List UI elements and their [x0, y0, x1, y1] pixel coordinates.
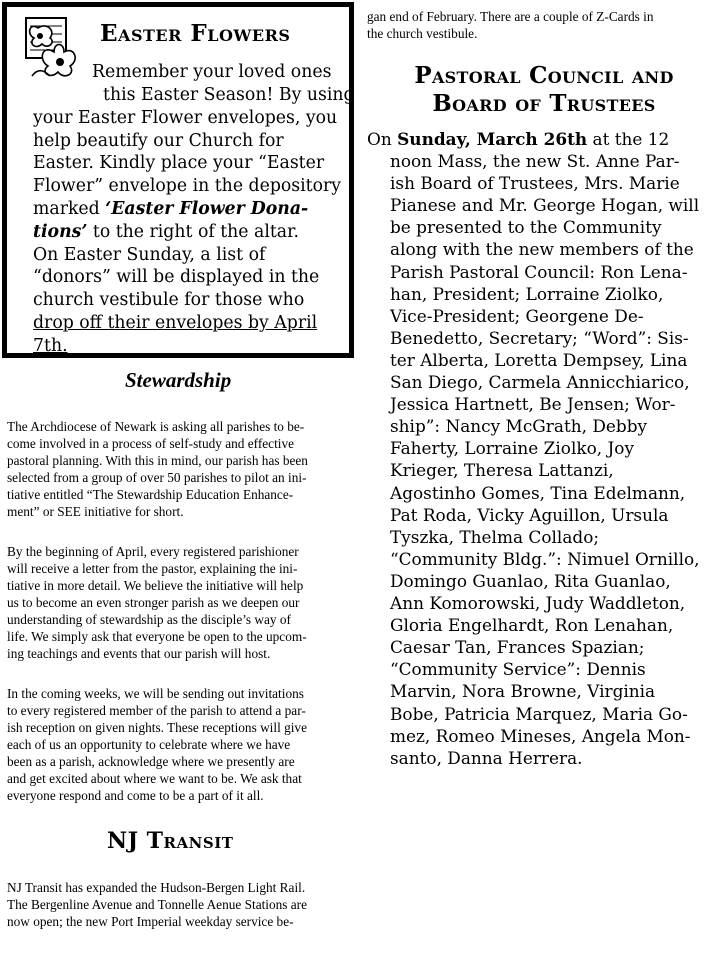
stewardship-title: Stewardship	[125, 368, 232, 392]
pastoral-council-title	[365, 62, 723, 118]
pastoral-line: Benedetto, Secretary; “Word”: Sis-	[390, 327, 689, 348]
stewardship-p3-line-7: everyone respond and come to be a part of it all.	[7, 788, 264, 803]
easter-line-3: your Easter Flower envelopes, you	[33, 108, 338, 128]
easter-line-12: drop off their envelopes by April	[33, 313, 318, 333]
easter-line-7-prefix: marked	[33, 199, 106, 219]
easter-line-9: On Easter Sunday, a list of	[33, 245, 266, 265]
pastoral-line: Marvin, Nora Browne, Virginia	[390, 681, 656, 702]
pastoral-line: han, President; Lorraine Ziolko,	[390, 283, 664, 304]
easter-flowers-title: Easter Flowers	[100, 20, 291, 47]
stewardship-p3-line-3: ish reception on given nights. These receptions will give	[7, 720, 307, 735]
pastoral-line: Krieger, Theresa Lattanzi,	[390, 460, 614, 481]
stewardship-p2-line-1: By the beginning of April, every registered parishioner	[7, 544, 299, 559]
pastoral-line: Pat Roda, Vicky Aguillon, Ursula	[390, 504, 669, 525]
pastoral-line: be presented to the Community	[390, 217, 662, 238]
pastoral-line: Parish Pastoral Council: Ron Lena-	[390, 261, 688, 282]
pastoral-line: mez, Romeo Mineses, Angela Mon-	[390, 725, 691, 746]
easter-line-13: 7th.	[33, 336, 68, 356]
pastoral-line: noon Mass, the new St. Anne Par-	[390, 151, 680, 171]
pastoral-line: Gloria Engelhardt, Ron Lenahan,	[390, 615, 674, 636]
stewardship-p2-line-7: ing teachings and events that our parish will host.	[7, 646, 271, 661]
stewardship-p1-line-4: selected from a group of over 50 parishes to pilot an ini-	[7, 470, 307, 485]
stewardship-p3-line-6: and get excited about where we want to be. We ask that	[7, 771, 302, 786]
easter-line-2: this Easter Season! By using	[103, 85, 355, 105]
stewardship-p1-line-1: The Archdiocese of Newark is asking all parishes to be-	[7, 419, 305, 434]
easter-line-4: help beautify our Church for	[33, 131, 284, 151]
pastoral-line: Tyszka, Thelma Collado;	[390, 526, 600, 547]
stewardship-p1-line-5: tiative entitled “The Stewardship Education Enhance-	[7, 487, 294, 502]
stewardship-p2-line-6: life. We simply ask that everyone be open to the upcom-	[7, 629, 307, 644]
nj-transit-title: NJ Transit	[107, 828, 234, 854]
pastoral-line: Jessica Hartnett, Be Jensen; Wor-	[390, 394, 676, 415]
easter-line-7	[33, 198, 308, 221]
pastoral-line: “Community Bldg.”: Nimuel Ornillo,	[390, 548, 700, 569]
nj-transit-line-1: NJ Transit has expanded the Hudson-Bergen Light Rail.	[7, 880, 306, 895]
easter-line-8-emphasis: tions’	[33, 222, 88, 242]
pastoral-line: along with the new members of the	[390, 239, 694, 260]
pastoral-line: santo, Danna Herrera.	[390, 747, 583, 768]
pastoral-line: Vice-President; Georgene De-	[390, 305, 644, 326]
pastoral-first-rest: at the 12	[587, 129, 670, 149]
pastoral-first-line	[367, 128, 669, 150]
stewardship-p1-line-3: pastoral planning. With this in mind, our parish has been	[7, 453, 308, 468]
easter-line-10: “donors” will be displayed in the	[33, 267, 320, 287]
pastoral-line: Pianese and Mr. George Hogan, will	[390, 195, 700, 216]
stewardship-p2-line-4: us to become an even stronger parish as we deepen our	[7, 595, 300, 610]
stewardship-p2-line-5: understanding of stewardship as the disciple’s way of	[7, 612, 291, 627]
pastoral-line: Caesar Tan, Frances Spazian;	[390, 637, 645, 658]
stewardship-p3-line-5: been as a parish, acknowledge where we presently are	[7, 754, 295, 769]
easter-line-6: Flower” envelope in the depository	[33, 176, 342, 196]
easter-line-7-emphasis: ‘Easter Flower Dona-	[105, 199, 309, 219]
easter-line-5: Easter. Kindly place your “Easter	[33, 153, 325, 173]
pastoral-line: ish Board of Trustees, Mrs. Marie	[390, 173, 680, 194]
pastoral-council-title-line-1: Pastoral Council and	[414, 62, 674, 89]
pastoral-council-title-line-2: Board of Trustees	[432, 90, 656, 117]
pastoral-line: Faherty, Lorraine Ziolko, Joy	[390, 438, 634, 459]
pastoral-line: San Diego, Carmela Annicchiarico,	[390, 372, 690, 392]
nj-transit-continued-line-2: the church vestibule.	[367, 26, 478, 41]
pastoral-date: Sunday, March 26th	[397, 129, 588, 149]
nj-transit-line-3: now open; the new Port Imperial weekday service be-	[7, 914, 294, 929]
stewardship-p1-line-6: ment” or SEE initiative for short.	[7, 504, 184, 519]
stewardship-p1-line-2: come involved in a process of self-study and effective	[7, 436, 295, 451]
easter-line-8	[33, 221, 299, 244]
pastoral-line: ter Alberta, Loretta Dempsey, Lina	[390, 349, 688, 370]
stewardship-p3-line-1: In the coming weeks, we will be sending out invitations	[7, 686, 304, 701]
pastoral-line: Bobe, Patricia Marquez, Maria Go-	[390, 703, 688, 724]
pastoral-first-prefix: On	[367, 129, 398, 149]
stewardship-p3-line-2: to every registered member of the parish to attend a par-	[7, 703, 306, 718]
stewardship-p3-line-4: each of us an opportunity to celebrate where we have	[7, 737, 291, 752]
nj-transit-continued-line-1: gan end of February. There are a couple of Z-Cards in	[367, 9, 654, 24]
easter-line-8-rest: to the right of the altar.	[87, 222, 299, 242]
pastoral-line: Domingo Guanlao, Rita Guanlao,	[390, 570, 671, 591]
easter-line-1: Remember your loved ones	[92, 62, 332, 82]
pastoral-line: Ann Komorowski, Judy Waddleton,	[390, 593, 686, 613]
easter-line-11: church vestibule for those who	[33, 290, 305, 310]
nj-transit-line-2: The Bergenline Avenue and Tonnelle Aenue Stations are	[7, 897, 308, 912]
easter-lily-icon	[24, 16, 82, 80]
stewardship-p2-line-3: tiative in more detail. We believe the initiative will help	[7, 578, 304, 593]
stewardship-p2-line-2: will receive a letter from the pastor, explaining the ini-	[7, 561, 298, 576]
pastoral-line: ship”: Nancy McGrath, Debby	[390, 416, 648, 437]
pastoral-line: “Community Service”: Dennis	[390, 659, 646, 680]
pastoral-line: Agostinho Gomes, Tina Edelmann,	[390, 482, 686, 503]
